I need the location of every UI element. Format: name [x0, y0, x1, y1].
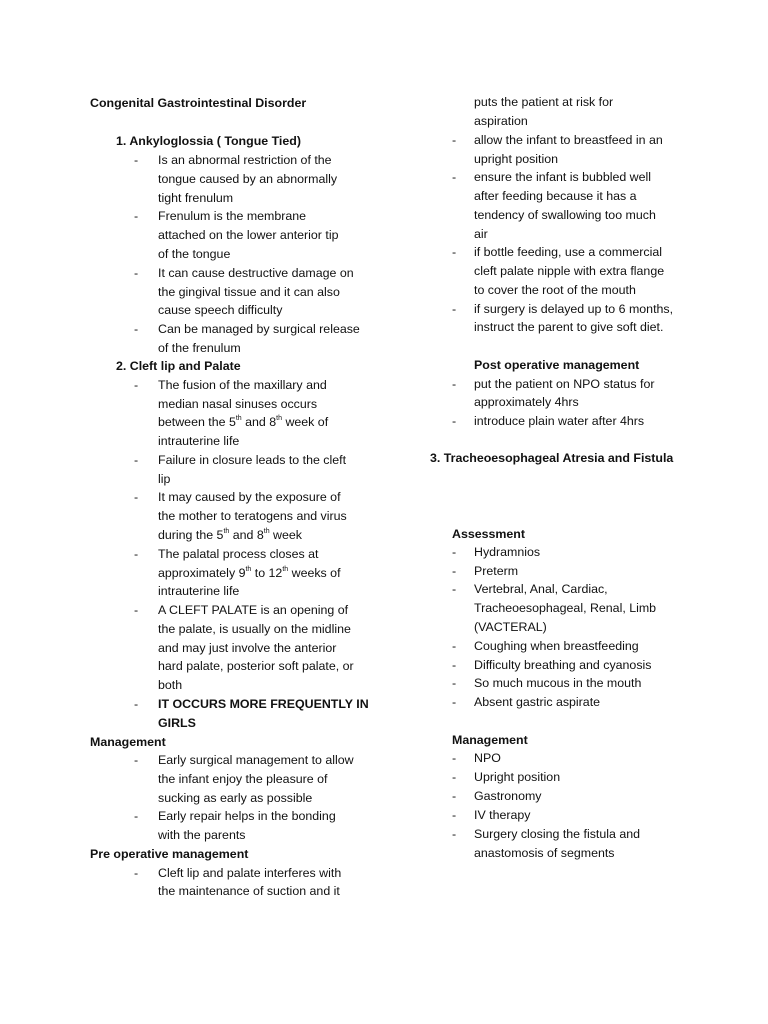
bullet-text: anastomosis of segments	[474, 846, 615, 860]
bullet-text: the infant enjoy the pleasure of	[158, 772, 328, 786]
bullet-text: It may caused by the exposure of	[158, 490, 341, 504]
bullet-text: upright position	[474, 152, 559, 166]
bullet-text: (VACTERAL)	[474, 620, 547, 634]
bullet-text: with the parents	[158, 828, 246, 842]
bullet-text: Gastronomy	[474, 789, 542, 803]
bullet-text: Early surgical management to allow	[158, 753, 354, 767]
bullet-dash: -	[134, 547, 139, 561]
bullet-dash: -	[134, 697, 139, 711]
bullet-text: intrauterine life	[158, 434, 240, 448]
bullet-text: Preterm	[474, 564, 519, 578]
bullet-text: air	[474, 227, 488, 241]
bullet-text: during the 5th and 8th week	[158, 528, 302, 542]
bullet-text: Frenulum is the membrane	[158, 209, 307, 223]
management-heading: Management	[90, 735, 166, 749]
bullet-dash: -	[134, 490, 139, 504]
bullet-dash: -	[134, 809, 139, 823]
bullet-dash: -	[452, 545, 457, 559]
bullet-dash: -	[134, 866, 139, 880]
bullet-text: put the patient on NPO status for	[474, 377, 655, 391]
bullet-dash: -	[452, 414, 457, 428]
bullet-dash: -	[452, 751, 457, 765]
bullet-dash: -	[452, 658, 457, 672]
bullet-dash: -	[452, 827, 457, 841]
bullet-text: Early repair helps in the bonding	[158, 809, 336, 823]
bullet-text: hard palate, posterior soft palate, or	[158, 659, 354, 673]
bullet-text: It can cause destructive damage on	[158, 266, 354, 280]
bullet-text: The palatal process closes at	[158, 547, 319, 561]
assessment-heading: Assessment	[452, 527, 526, 541]
bullet-dash: -	[134, 453, 139, 467]
bullet-dash: -	[452, 564, 457, 578]
bullet-text: lip	[158, 472, 171, 486]
bullet-text: NPO	[474, 751, 501, 765]
bullet-text: attached on the lower anterior tip	[158, 228, 339, 242]
bullet-text: cleft palate nipple with extra flange	[474, 264, 665, 278]
bullet-text: if bottle feeding, use a commercial	[474, 245, 663, 259]
bullet-text: approximately 9th to 12th weeks of	[158, 566, 341, 580]
bullet-text: Cleft lip and palate interferes with	[158, 866, 342, 880]
bullet-text-emphasis: IT OCCURS MORE FREQUENTLY IN	[158, 697, 369, 711]
section-heading-ankyloglossia: 1. Ankyloglossia ( Tongue Tied)	[116, 134, 301, 148]
continuation-text: aspiration	[474, 114, 528, 128]
continuation-text: puts the patient at risk for	[474, 95, 614, 109]
bullet-text: A CLEFT PALATE is an opening of	[158, 603, 349, 617]
section-heading-tef: 3. Tracheoesophageal Atresia and Fistula	[430, 451, 674, 465]
bullet-text: between the 5th and 8th week of	[158, 415, 329, 429]
bullet-text: Hydramnios	[474, 545, 541, 559]
tef-management-heading: Management	[452, 733, 528, 747]
bullet-text-emphasis: GIRLS	[158, 716, 196, 730]
bullet-dash: -	[452, 789, 457, 803]
bullet-text: to cover the root of the mouth	[474, 283, 636, 297]
bullet-text: Failure in closure leads to the cleft	[158, 453, 347, 467]
bullet-dash: -	[452, 639, 457, 653]
bullet-dash: -	[134, 209, 139, 223]
bullet-text: approximately 4hrs	[474, 395, 579, 409]
bullet-dash: -	[452, 377, 457, 391]
document-title: Congenital Gastrointestinal Disorder	[90, 96, 307, 110]
bullet-text: if surgery is delayed up to 6 months,	[474, 302, 674, 316]
bullet-text: sucking as early as possible	[158, 791, 313, 805]
bullet-dash: -	[452, 676, 457, 690]
bullet-text: the gingival tissue and it can also	[158, 285, 340, 299]
bullet-text: the mother to teratogens and virus	[158, 509, 347, 523]
bullet-dash: -	[452, 133, 457, 147]
pre-op-heading: Pre operative management	[90, 847, 249, 861]
bullet-dash: -	[134, 753, 139, 767]
bullet-text: Vertebral, Anal, Cardiac,	[474, 582, 608, 596]
bullet-text: tendency of swallowing too much	[474, 208, 656, 222]
bullet-text: tongue caused by an abnormally	[158, 172, 338, 186]
bullet-text: Difficulty breathing and cyanosis	[474, 658, 652, 672]
bullet-text: intrauterine life	[158, 584, 240, 598]
bullet-text: Can be managed by surgical release	[158, 322, 360, 336]
bullet-text: IV therapy	[474, 808, 531, 822]
bullet-dash: -	[134, 266, 139, 280]
post-op-heading: Post operative management	[474, 358, 640, 372]
section-heading-cleft-lip-palate: 2. Cleft lip and Palate	[116, 359, 241, 373]
bullet-text: both	[158, 678, 183, 692]
bullet-text: after feeding because it has a	[474, 189, 637, 203]
bullet-text: ensure the infant is bubbled well	[474, 170, 652, 184]
bullet-dash: -	[452, 170, 457, 184]
bullet-text: instruct the parent to give soft diet.	[474, 320, 664, 334]
bullet-text: cause speech difficulty	[158, 303, 283, 317]
bullet-text: tight frenulum	[158, 191, 234, 205]
bullet-text: So much mucous in the mouth	[474, 676, 642, 690]
bullet-text: of the frenulum	[158, 341, 241, 355]
bullet-text: Is an abnormal restriction of the	[158, 153, 332, 167]
bullet-dash: -	[134, 322, 139, 336]
bullet-text: allow the infant to breastfeed in an	[474, 133, 663, 147]
bullet-text: of the tongue	[158, 247, 231, 261]
bullet-dash: -	[452, 245, 457, 259]
bullet-dash: -	[134, 378, 139, 392]
bullet-text: Tracheoesophageal, Renal, Limb	[474, 601, 657, 615]
bullet-text: The fusion of the maxillary and	[158, 378, 327, 392]
bullet-dash: -	[452, 302, 457, 316]
bullet-text: Surgery closing the fistula and	[474, 827, 640, 841]
bullet-dash: -	[134, 153, 139, 167]
bullet-dash: -	[134, 603, 139, 617]
bullet-text: Absent gastric aspirate	[474, 695, 601, 709]
bullet-text: median nasal sinuses occurs	[158, 397, 318, 411]
bullet-text: introduce plain water after 4hrs	[474, 414, 645, 428]
bullet-dash: -	[452, 582, 457, 596]
bullet-text: and may just involve the anterior	[158, 641, 337, 655]
bullet-text: the palate, is usually on the midline	[158, 622, 351, 636]
bullet-dash: -	[452, 770, 457, 784]
bullet-text: the maintenance of suction and it	[158, 884, 340, 898]
bullet-text: Upright position	[474, 770, 561, 784]
bullet-dash: -	[452, 695, 457, 709]
bullet-dash: -	[452, 808, 457, 822]
bullet-text: Coughing when breastfeeding	[474, 639, 639, 653]
